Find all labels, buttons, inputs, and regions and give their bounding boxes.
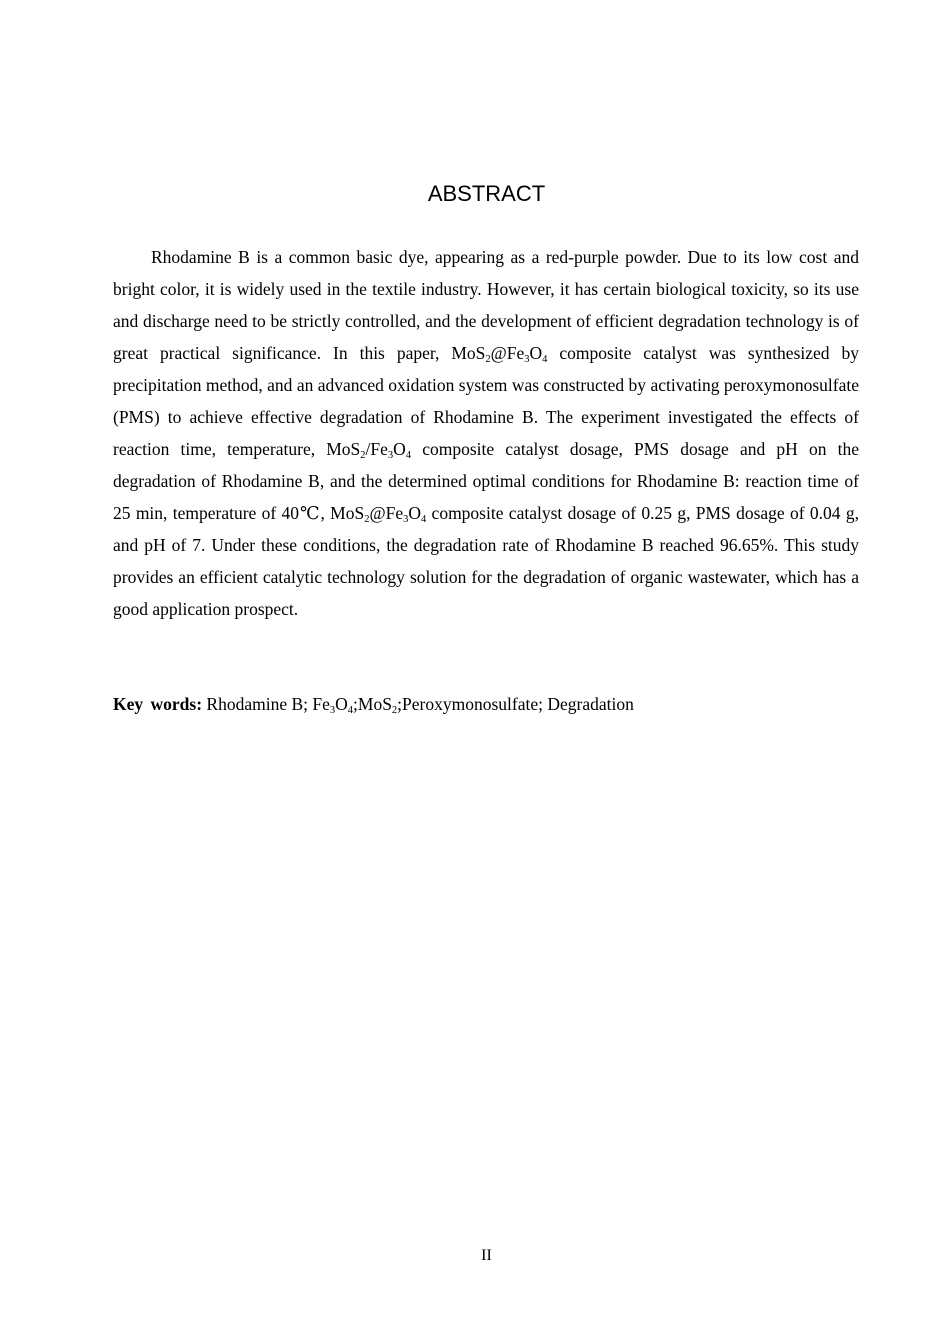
keywords-text-3: ;Peroxymonosulfate; Degradation <box>397 694 634 714</box>
keywords-subscript: 4 <box>347 705 354 716</box>
formula-subscript: 3 <box>387 450 394 461</box>
formula-subscript: 4 <box>420 514 427 525</box>
keywords-text-1: Rhodamine B; Fe <box>202 694 330 714</box>
formula-part: O <box>529 343 543 363</box>
formula-subscript: 4 <box>542 354 548 365</box>
keywords-subscript: 2 <box>391 705 398 716</box>
formula-part: @Fe <box>369 503 404 523</box>
keywords-subscript: 3 <box>329 705 336 716</box>
page-title: ABSTRACT <box>427 181 546 206</box>
keywords-formula-part: O <box>335 694 348 714</box>
formula-subscript: 3 <box>524 354 530 365</box>
formula-subscript: 2 <box>364 514 370 525</box>
formula-part: /Fe <box>365 439 388 459</box>
formula-subscript: 3 <box>403 514 409 525</box>
keywords-label: Key words: <box>113 694 203 714</box>
formula-mos2-slash-fe3o4 <box>326 439 411 459</box>
formula-part: MoS <box>451 343 486 363</box>
formula-subscript: 2 <box>485 354 491 365</box>
formula-mos2-fe3o4-b <box>330 503 426 523</box>
formula-part: O <box>408 503 421 523</box>
abstract-text-2: composite catalyst was synthesized by precipitation method, and an advanced oxidation system was constructed by activating peroxymonosulfate (PMS) to achieve effective degradation of Rhodamine B. The experiment investigated the effects of reaction time, temperature, <box>113 343 859 459</box>
abstract-text-3: composite catalyst dosage, PMS dosage and pH on the degradation of Rhodamine B, and the determined optimal conditions for Rhodamine B: reaction time of 25 min, temperature of 40℃, <box>113 439 859 523</box>
keywords-line <box>113 688 859 720</box>
formula-part: @Fe <box>490 343 525 363</box>
formula-mos2-fe3o4-a <box>451 343 547 363</box>
keywords-text-2: ;MoS <box>353 694 392 714</box>
abstract-paragraph <box>113 241 859 625</box>
formula-part: MoS <box>330 503 365 523</box>
formula-part: O <box>393 439 406 459</box>
abstract-text-1: Rhodamine B is a common basic dye, appearing as a red-purple powder. Due to its low cost and bright color, it is widely used in the textile industry. However, it has certain biological toxicity, so its use and discharge need to be strictly controlled, and the development of efficient degradation technology is of great practical significance. In this paper, <box>113 247 859 363</box>
formula-subscript: 2 <box>360 450 366 461</box>
formula-part: MoS <box>326 439 361 459</box>
page-number: II <box>481 1247 492 1264</box>
abstract-text-4: composite catalyst dosage of 0.25 g, PMS dosage of 0.04 g, and pH of 7. Under these conditions, the degradation rate of Rhodamine B reached 96.65%. This study provides an efficient catalytic technology solution for the degradation of organic wastewater, which has a good application prospect. <box>113 503 859 619</box>
formula-subscript: 4 <box>405 450 412 461</box>
